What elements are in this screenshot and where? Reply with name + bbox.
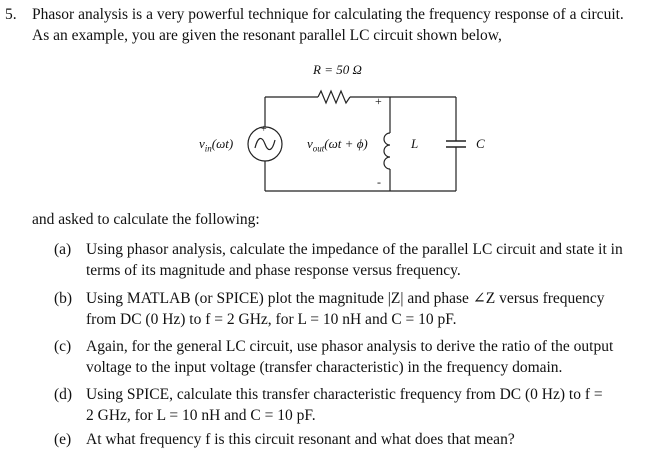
- inductor-label: L: [411, 136, 419, 151]
- output-label: $v_{out}(\omega t + \phi)$: [307, 136, 368, 154]
- part-a-line-2: terms of its magnitude and phase response versus frequency.: [86, 262, 461, 279]
- part-c-label: (c): [54, 338, 72, 355]
- part-d-line-2: 2 GHz, for L = 10 nH and C = 10 pF.: [86, 407, 316, 424]
- part-d-line-1: Using SPICE, calculate this transfer characteristic frequency from DC (0 Hz) to f =: [86, 386, 603, 403]
- part-a-label: (a): [54, 241, 72, 258]
- part-e-line-1: At what frequency f is this circuit resonant and what does that mean?: [86, 431, 515, 448]
- source-plus: +: [261, 124, 267, 135]
- part-c-line-2: voltage to the input voltage (transfer characteristic) in the frequency domain.: [86, 359, 563, 376]
- sine-wave-icon: [255, 138, 275, 149]
- inductor-symbol: [384, 133, 390, 169]
- part-e-label: (e): [54, 431, 72, 448]
- intro-line-2: As an example, you are given the resonant parallel LC circuit shown below,: [32, 27, 502, 44]
- output-plus: +: [375, 94, 382, 108]
- part-b-label: (b): [54, 290, 73, 307]
- asked-line: and asked to calculate the following:: [32, 211, 260, 228]
- intro-line-1: Phasor analysis is a very powerful technique for calculating the frequency response of a circuit.: [32, 6, 624, 23]
- source-label: $v_{in}(\omega t)$: [199, 136, 234, 154]
- output-minus: -: [377, 175, 381, 189]
- resistor-label: R = 50 Ω: [313, 62, 362, 77]
- problem-number: 5.: [5, 6, 17, 23]
- part-c-line-1: Again, for the general LC circuit, use phasor analysis to derive the ratio of the output: [86, 338, 614, 355]
- part-d-label: (d): [54, 386, 73, 403]
- part-b-line-2: from DC (0 Hz) to f = 2 GHz, for L = 10 nH and C = 10 pF.: [86, 311, 457, 328]
- resistor-symbol: [318, 91, 350, 103]
- capacitor-label: C: [476, 136, 485, 151]
- part-b-line-1: Using MATLAB (or SPICE) plot the magnitude |Z| and phase ∠Z versus frequency: [86, 290, 605, 307]
- part-a-line-1: Using phasor analysis, calculate the impedance of the parallel LC circuit and state it in: [86, 241, 623, 258]
